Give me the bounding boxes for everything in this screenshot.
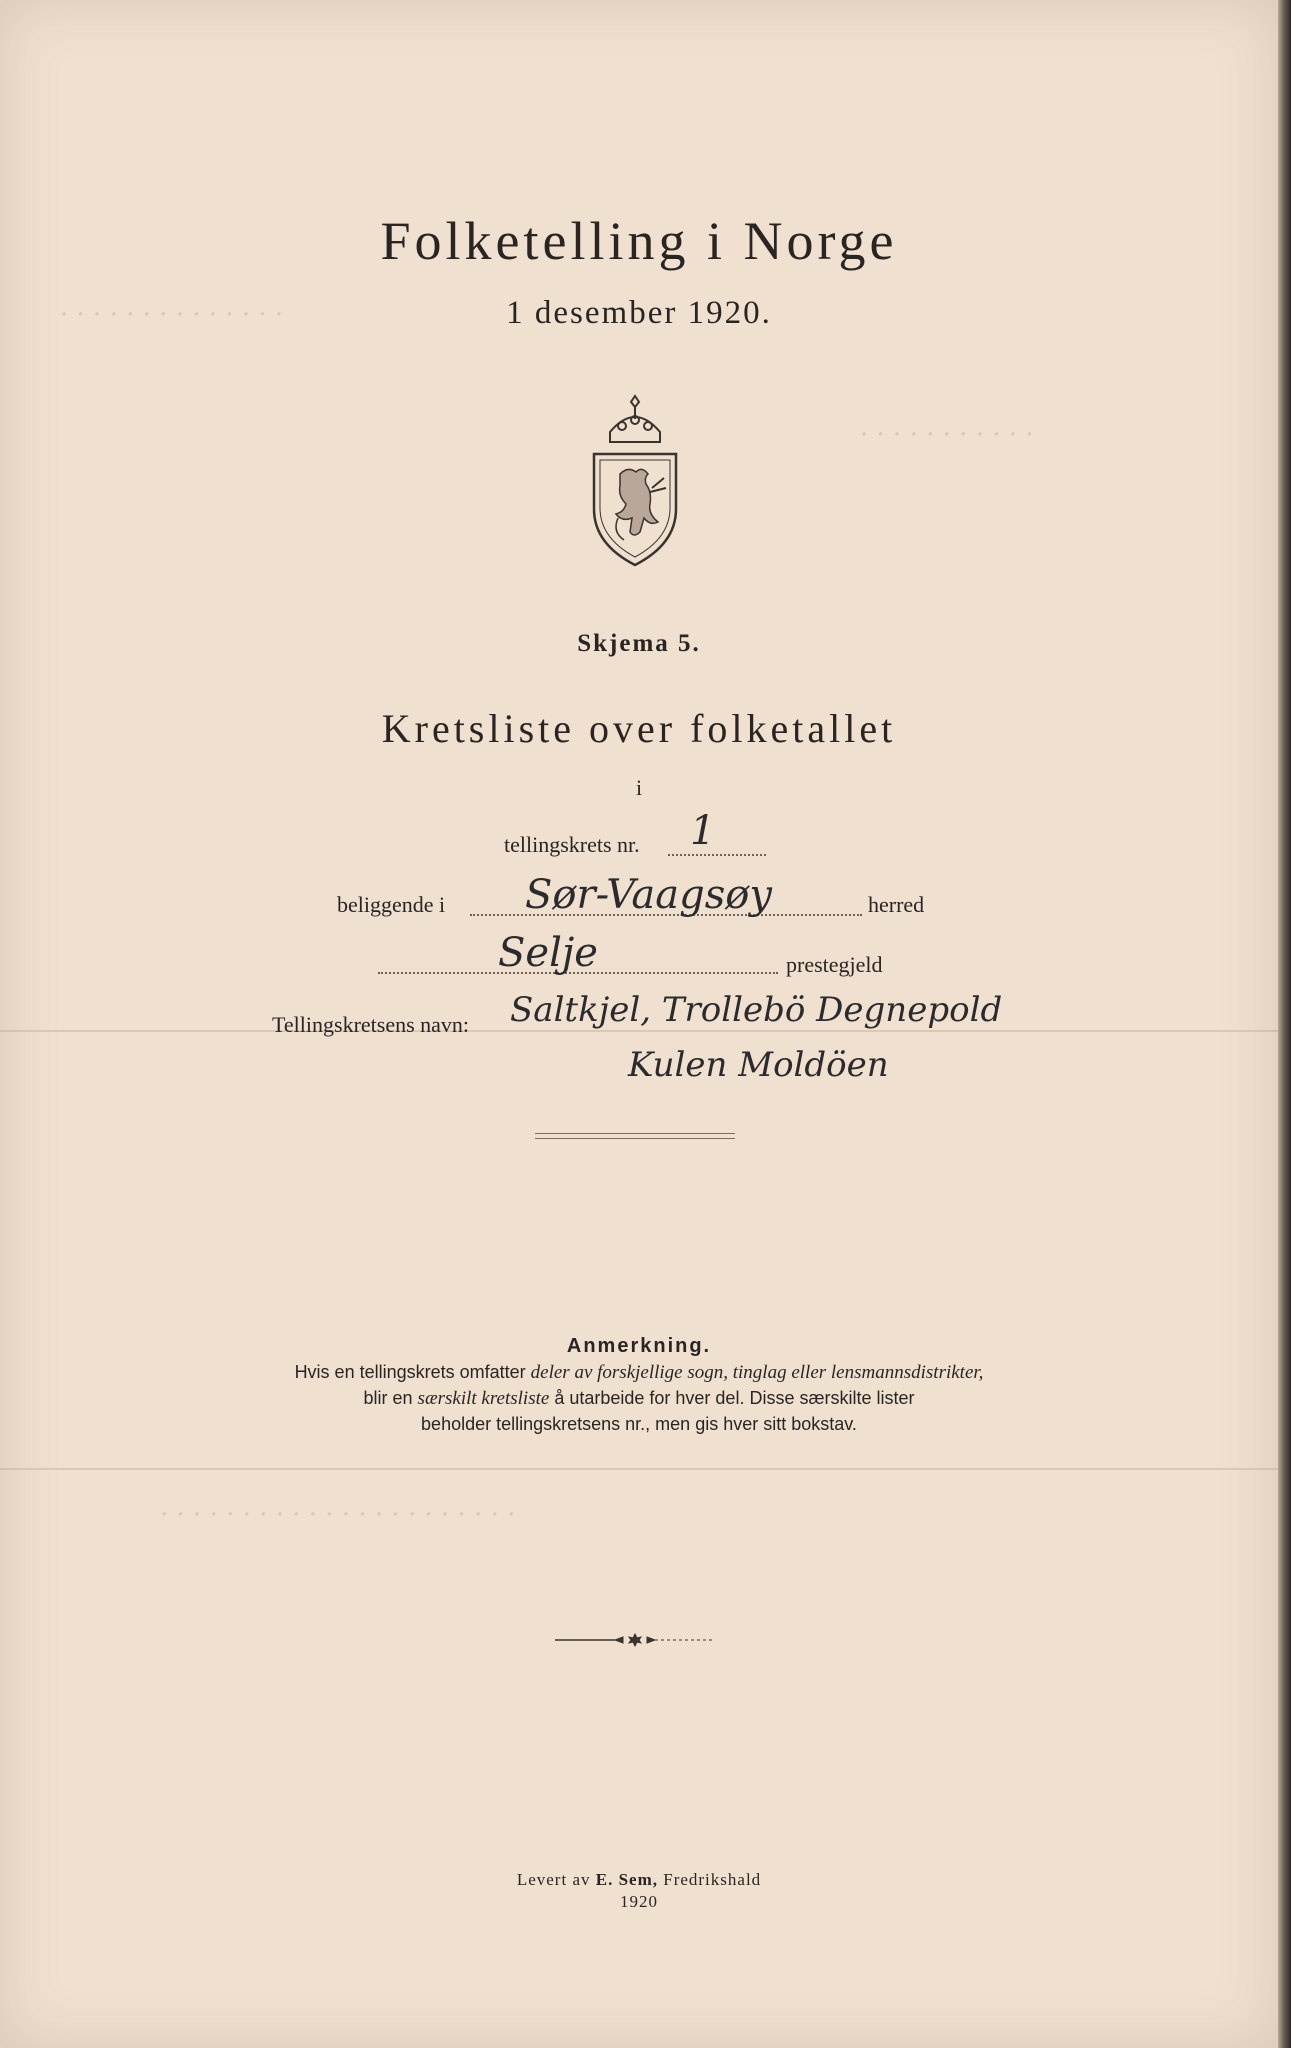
printer-credit — [0, 1870, 1278, 1890]
connector-word: i — [635, 775, 643, 800]
schema-number: Skjema 5. — [577, 630, 701, 657]
note-text: blir en — [363, 1388, 418, 1408]
note-text: Hvis en tellingskrets omfatter — [294, 1362, 531, 1382]
fold-line — [0, 1030, 1278, 1032]
krets-name-value-line2: Kulen Moldöen — [628, 1045, 889, 1085]
note-heading: Anmerkning. — [566, 1335, 712, 1357]
norwegian-lion-crest-icon — [590, 392, 680, 567]
krets-name-label: Tellingskretsens navn: — [272, 1012, 470, 1037]
note-line-1 — [0, 1362, 1278, 1384]
note-text-italic: deler av forskjellige sogn, tinglag eller lensmannsdistrikter, — [530, 1362, 984, 1383]
herred-label: herred — [868, 892, 925, 917]
ornament-divider-icon — [555, 1630, 715, 1650]
bleed-through: · · · · · · · · · · · · · · · · · · · · · · — [160, 1500, 516, 1530]
bleed-through: · · · · · · · · · · · — [860, 420, 1034, 450]
fold-line — [0, 1468, 1278, 1470]
krets-name-value-line1: Saltkjel, Trollebö Degnepold — [510, 990, 1003, 1030]
beliggende-label: beliggende i — [337, 892, 446, 917]
printer-name: E. Sem, — [595, 1870, 658, 1889]
page-title: Folketelling i Norge — [380, 211, 898, 271]
prestegjeld-label: prestegjeld — [786, 952, 883, 977]
prestegjeld-value: Selje — [498, 930, 598, 976]
tellingskrets-label: tellingskrets nr. — [504, 832, 640, 857]
note-text: å utarbeide for hver del. Disse særskilte lister — [549, 1388, 915, 1408]
note-line-2 — [0, 1388, 1278, 1410]
bleed-through: · · · · · · · · · · · · · · — [60, 300, 284, 330]
tellingskrets-field-line — [668, 854, 766, 856]
note-text-italic: særskilt kretsliste — [417, 1388, 550, 1409]
herred-value: Sør-Vaagsøy — [525, 872, 772, 918]
printer-city: Fredrikshald — [657, 1870, 762, 1889]
form-heading: Kretsliste over folketallet — [381, 706, 897, 751]
tellingskrets-value: 1 — [690, 808, 716, 854]
printer-year: 1920 — [620, 1892, 658, 1911]
page-edge — [1278, 0, 1291, 2048]
divider-rule — [535, 1133, 735, 1139]
note-line-3: beholder tellingskretsens nr., men gis hver sitt bokstav. — [421, 1414, 857, 1434]
census-date: 1 desember 1920. — [506, 295, 772, 331]
printer-prefix: Levert av — [516, 1870, 596, 1889]
